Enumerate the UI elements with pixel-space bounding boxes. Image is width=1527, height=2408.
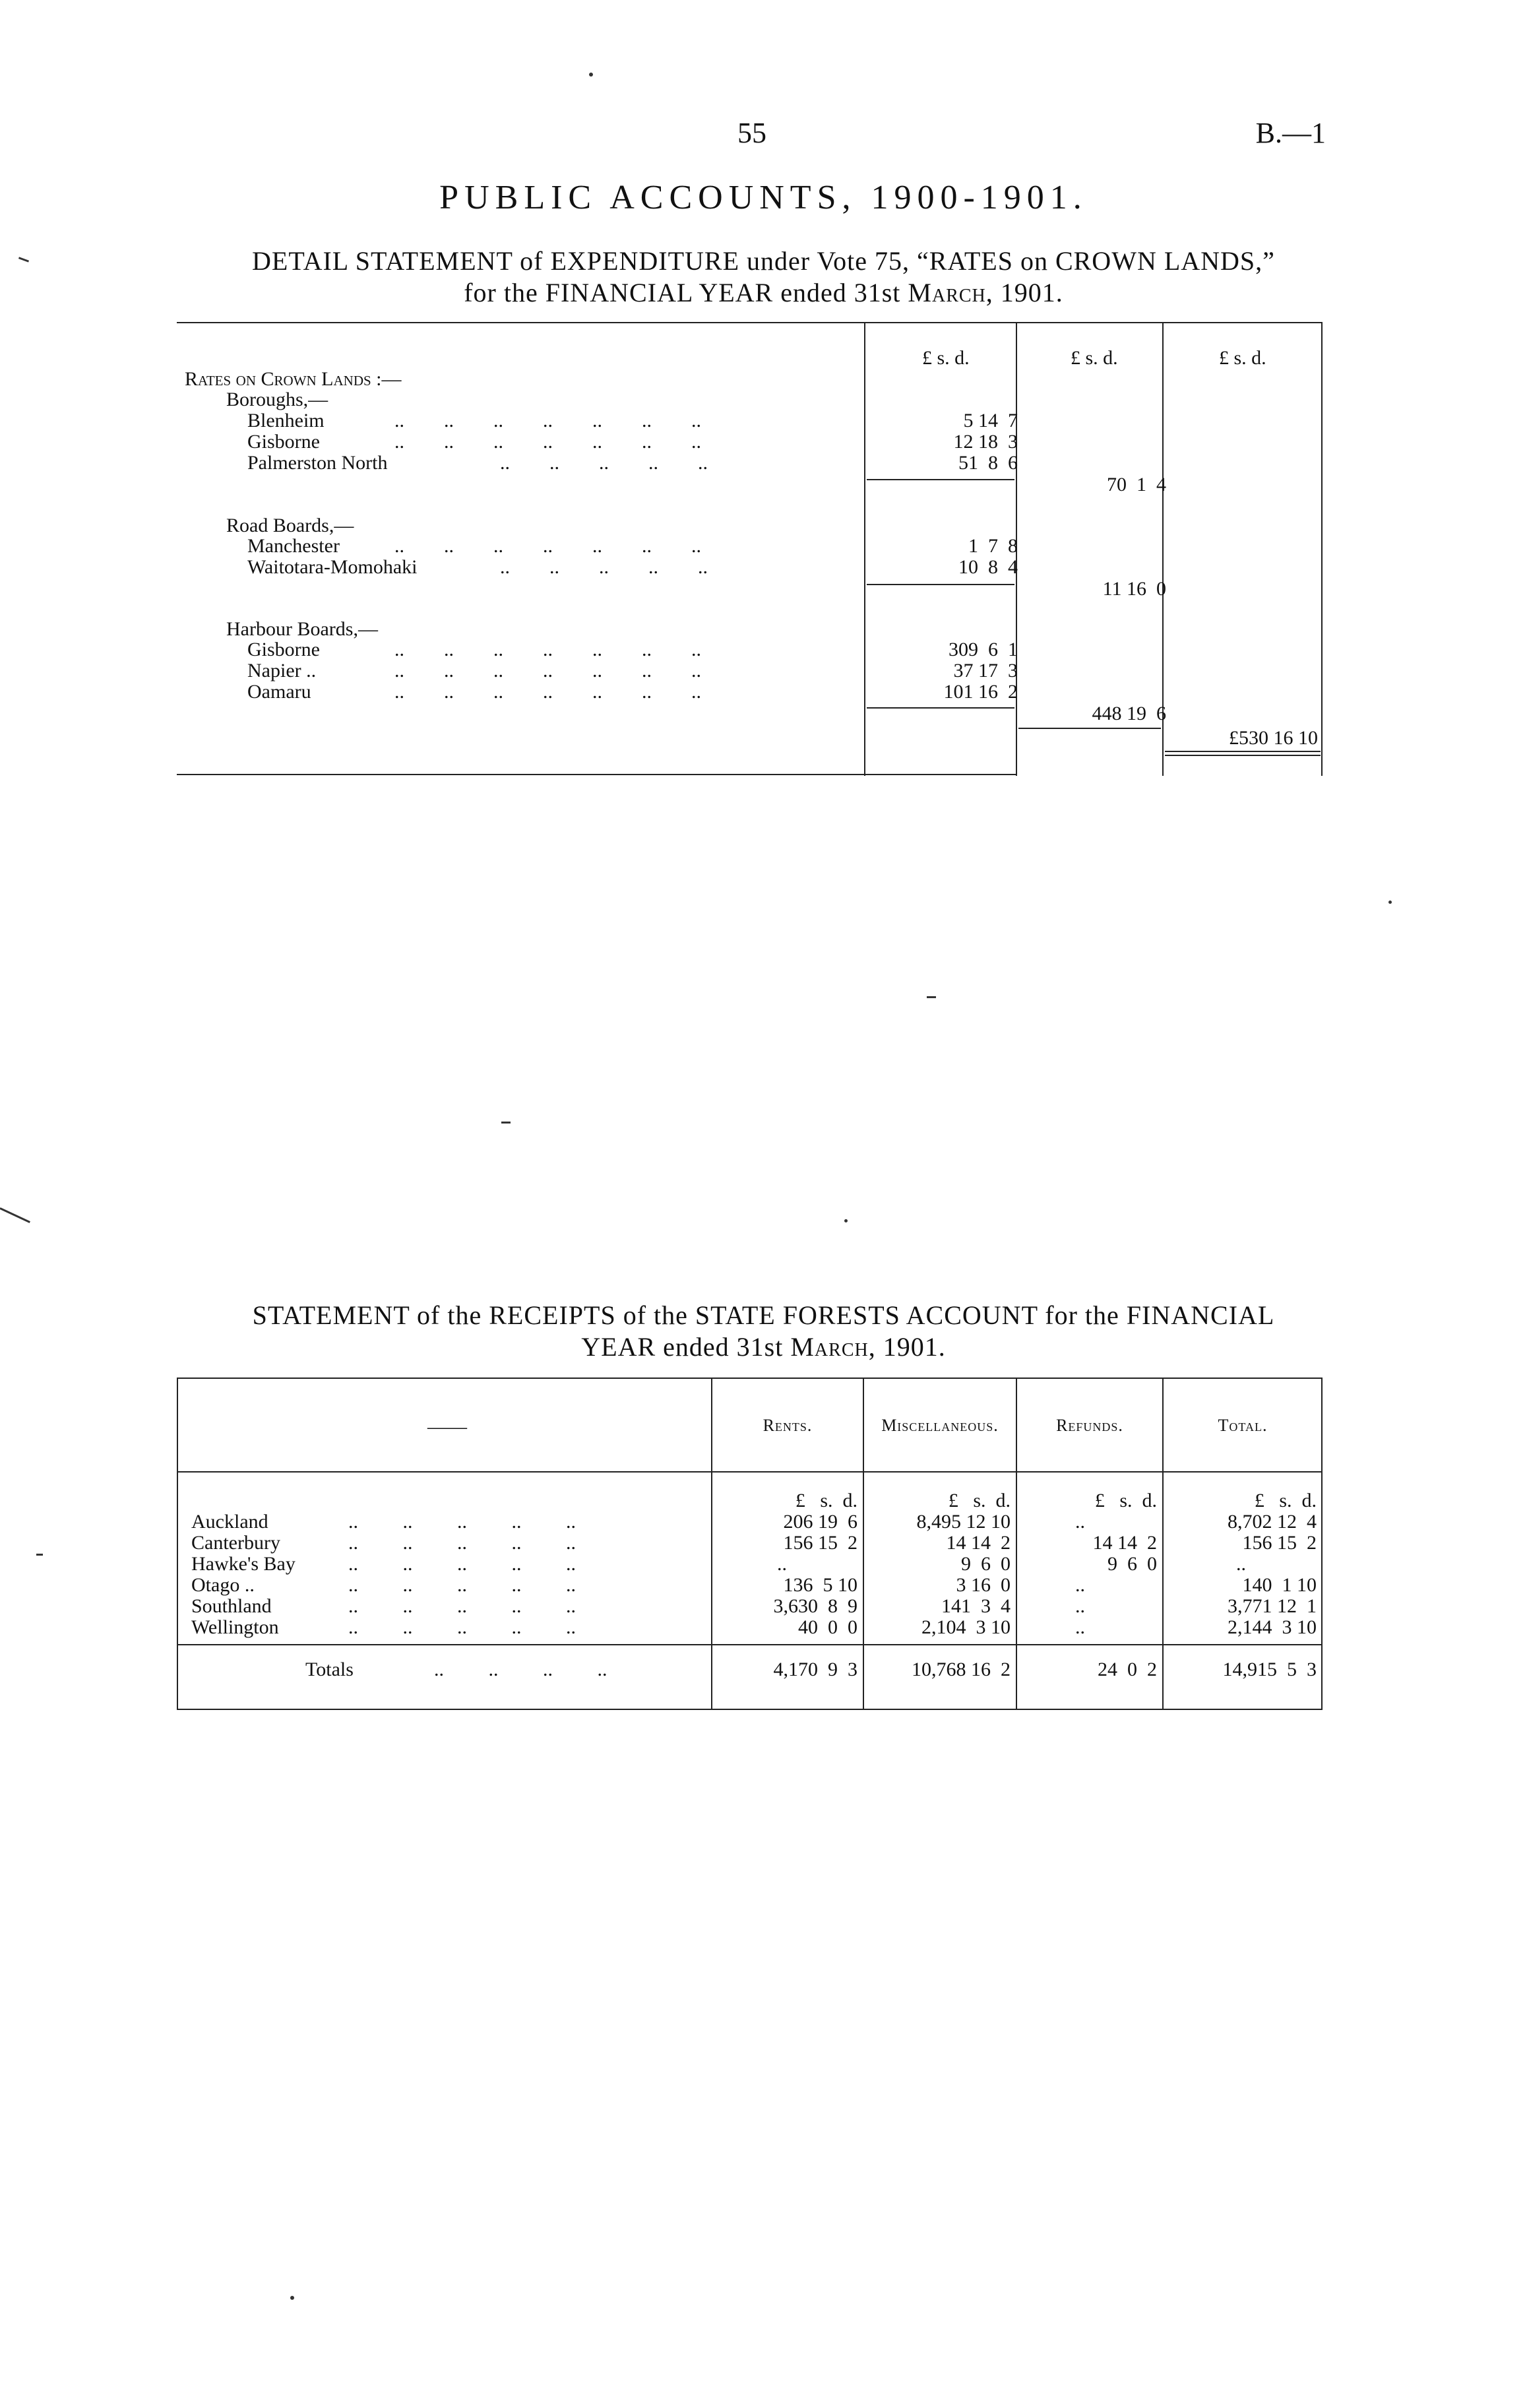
row-name: Hawke's Bay	[191, 1553, 296, 1575]
column-header-rents: Rents.	[763, 1416, 813, 1435]
item-name: Blenheim	[247, 410, 325, 431]
totals-rents: 4,170 9 3	[773, 1659, 857, 1680]
totals-total: 14,915 5 3	[1222, 1659, 1317, 1680]
cell-total: 3,771 12 1	[1228, 1595, 1317, 1617]
group-label: Road Boards,—	[226, 515, 354, 536]
cell-refunds: ..	[1075, 1616, 1085, 1638]
units: £ s. d.	[1094, 1490, 1157, 1511]
expenditure-title-line1: DETAIL STATEMENT of EXPENDITURE under Vote 75, “RATES on CROWN LANDS,”	[252, 246, 1275, 276]
cell-rents: 3,630 8 9	[773, 1595, 857, 1617]
item-amount: 12 18 3	[953, 431, 1018, 453]
cell-refunds: ..	[1075, 1511, 1085, 1533]
cell-total: 156 15 2	[1242, 1532, 1317, 1554]
col1-units: £ s. d.	[922, 347, 970, 369]
col3-units: £ s. d.	[1219, 347, 1266, 369]
column-header-total: Total.	[1218, 1416, 1268, 1435]
grand-total: £530 16 10	[1229, 727, 1318, 749]
cell-misc: 9 6 0	[961, 1553, 1011, 1575]
group-subtotal: 70 1 4	[1107, 474, 1166, 495]
group-subtotal: 448 19 6	[1092, 703, 1166, 724]
item-amount: 309 6 1	[949, 639, 1018, 660]
row-name: Southland	[191, 1595, 272, 1617]
cell-misc: 141 3 4	[941, 1595, 1011, 1617]
item-name: Gisborne	[247, 431, 320, 453]
totals-misc: 10,768 16 2	[912, 1659, 1011, 1680]
cell-rents: 136 5 10	[783, 1574, 857, 1596]
item-amount: 1 7 8	[968, 535, 1018, 557]
blank-column-header: ——	[427, 1416, 467, 1438]
expenditure-title-line2: for the FINANCIAL YEAR ended 31st March, 1901.	[464, 278, 1063, 307]
forests-title-line2: YEAR ended 31st March, 1901.	[581, 1332, 946, 1362]
cell-rents: 156 15 2	[783, 1532, 857, 1554]
item-name: Napier ..	[247, 660, 317, 681]
units: £ s. d.	[1254, 1490, 1317, 1511]
row-name: Wellington	[191, 1616, 279, 1638]
column-header-miscellaneous: Miscellaneous.	[881, 1416, 999, 1435]
page-title: PUBLIC ACCOUNTS, 1900-1901.	[439, 179, 1088, 216]
section-title: Rates on Crown Lands :—	[185, 368, 402, 390]
cell-refunds: ..	[1075, 1595, 1085, 1617]
cell-rents: ..	[777, 1553, 787, 1575]
group-label: Boroughs,—	[226, 389, 328, 410]
item-amount: 51 8 6	[958, 452, 1018, 474]
page-number: 55	[737, 117, 766, 149]
cell-refunds: ..	[1075, 1574, 1085, 1596]
item-name: Gisborne	[247, 639, 320, 660]
cell-total: 140 1 10	[1242, 1574, 1317, 1596]
group-label: Harbour Boards,—	[226, 618, 378, 640]
cell-misc: 8,495 12 10	[916, 1511, 1011, 1533]
item-amount: 101 16 2	[943, 681, 1018, 703]
item-amount: 5 14 7	[963, 410, 1018, 431]
cell-rents: 40 0 0	[798, 1616, 857, 1638]
row-name: Otago ..	[191, 1574, 255, 1596]
item-name: Oamaru	[247, 681, 311, 703]
units: £ s. d.	[948, 1490, 1011, 1511]
cell-total: ..	[1236, 1553, 1246, 1575]
cell-misc: 2,104 3 10	[921, 1616, 1011, 1638]
totals-label: Totals	[305, 1659, 354, 1680]
group-subtotal: 11 16 0	[1102, 578, 1166, 600]
cell-refunds: 9 6 0	[1107, 1553, 1157, 1575]
expenditure-table: £ s. d. £ s. d. £ s. d. Rates on Crown Lands :— Boroughs,— Blenheim .. .. .. .. .. .. .. 5 14 7 Gisborne .. .. .. .. .. .. .. 12 18 3 Palmerston North .. .. .. .. .. 51 8 6 70 1 4 Road Boards,— Manchester .. .. .. .. .. .. .. 1 7 8 Waitotara-Momohaki .. .. .. .. .. 10 8 4 11 16 0 Harbour Boards,— Gisborne .. .. .. .. .. .. .. 309 6 1 Napier .. .. .. .. .. .. .. .. 37 17 3 Oamaru .. .. .. .. .. .. .. 101 16 2 448 19 6 £530 16 10	[177, 322, 1323, 776]
cell-total: 8,702 12 4	[1228, 1511, 1317, 1533]
item-name: Palmerston North	[247, 452, 388, 474]
cell-total: 2,144 3 10	[1228, 1616, 1317, 1638]
cell-misc: 3 16 0	[956, 1574, 1011, 1596]
units: £ s. d.	[795, 1490, 857, 1511]
row-name: Canterbury	[191, 1532, 280, 1554]
item-name: Manchester	[247, 535, 340, 557]
cell-rents: 206 19 6	[783, 1511, 857, 1533]
page-reference: B.—1	[1255, 117, 1326, 149]
row-name: Auckland	[191, 1511, 268, 1533]
item-amount: 37 17 3	[953, 660, 1018, 681]
cell-misc: 14 14 2	[946, 1532, 1011, 1554]
item-name: Waitotara-Momohaki	[247, 556, 418, 578]
totals-refunds: 24 0 2	[1098, 1659, 1157, 1680]
column-header-refunds: Refunds.	[1056, 1416, 1123, 1435]
forests-table: —— Rents. Miscellaneous. Refunds. Total. £ s. d. £ s. d. £ s. d. £ s. d. Auckland .. .. .. .. .. 206 19 6 8,495 12 10 .. 8,702 12 4 Canterbury .. .. .. .. .. 156 15 2 14 14 2 14 14 2 156 15 2 Hawke's Bay .. .. .. .. .. .. 9 6 0 9 6 0 .. Otago .. .. .. .. .. .. 136 5 10 3 16 0 .. 140 1 10 Southland .. .. .. .. .. 3,630 8 9 141 3 4 .. 3,771 12 1 Wellington .. .. .. .. .. 40 0 0 2,104 3 10 .. 2,144 3 10 Totals .. .. .. .. 4,170 9 3 10,768 16 2 24 0 2 14,915 5 3	[177, 1378, 1323, 1710]
col2-units: £ s. d.	[1071, 347, 1118, 369]
item-amount: 10 8 4	[958, 556, 1018, 578]
cell-refunds: 14 14 2	[1092, 1532, 1157, 1554]
forests-title-line1: STATEMENT of the RECEIPTS of the STATE FORESTS ACCOUNT for the FINANCIAL	[252, 1300, 1275, 1330]
